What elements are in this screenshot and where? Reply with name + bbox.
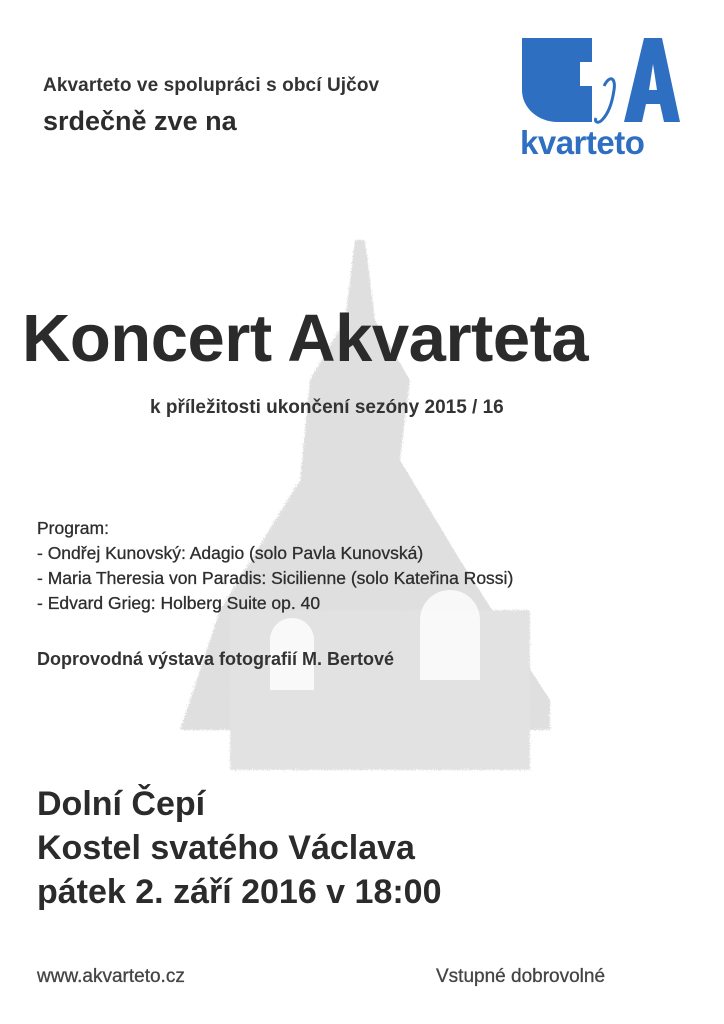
logo-mark-icon xyxy=(520,34,680,134)
venue-church: Kostel svatého Václava xyxy=(37,829,415,867)
program-heading: Program: xyxy=(37,518,109,538)
event-title: Koncert Akvarteta xyxy=(22,301,589,376)
intro-text: Akvarteto ve spolupráci s obcí Ujčov xyxy=(43,75,380,96)
program-item: - Maria Theresia von Paradis: Sicilienne (solo Kateřina Rossi) xyxy=(37,568,514,588)
logo-text: kvarteto xyxy=(520,124,645,161)
akvarteto-logo xyxy=(520,34,680,164)
website-link[interactable]: www.akvarteto.cz xyxy=(37,966,185,987)
program-item: - Edvard Grieg: Holberg Suite op. 40 xyxy=(37,593,321,613)
venue-place: Dolní Čepí xyxy=(37,785,206,823)
program-item: - Ondřej Kunovský: Adagio (solo Pavla Kunovská) xyxy=(37,543,424,563)
venue-datetime: pátek 2. září 2016 v 18:00 xyxy=(37,873,442,911)
venue-block xyxy=(37,782,442,914)
invite-text: srdečně zve na xyxy=(43,106,237,136)
admission-note: Vstupné dobrovolné xyxy=(436,966,606,987)
program-section xyxy=(37,516,513,616)
exhibition-note: Doprovodná výstava fotografií M. Bertové xyxy=(37,649,395,669)
event-subtitle: k příležitosti ukončení sezóny 2015 / 16 xyxy=(150,397,504,418)
